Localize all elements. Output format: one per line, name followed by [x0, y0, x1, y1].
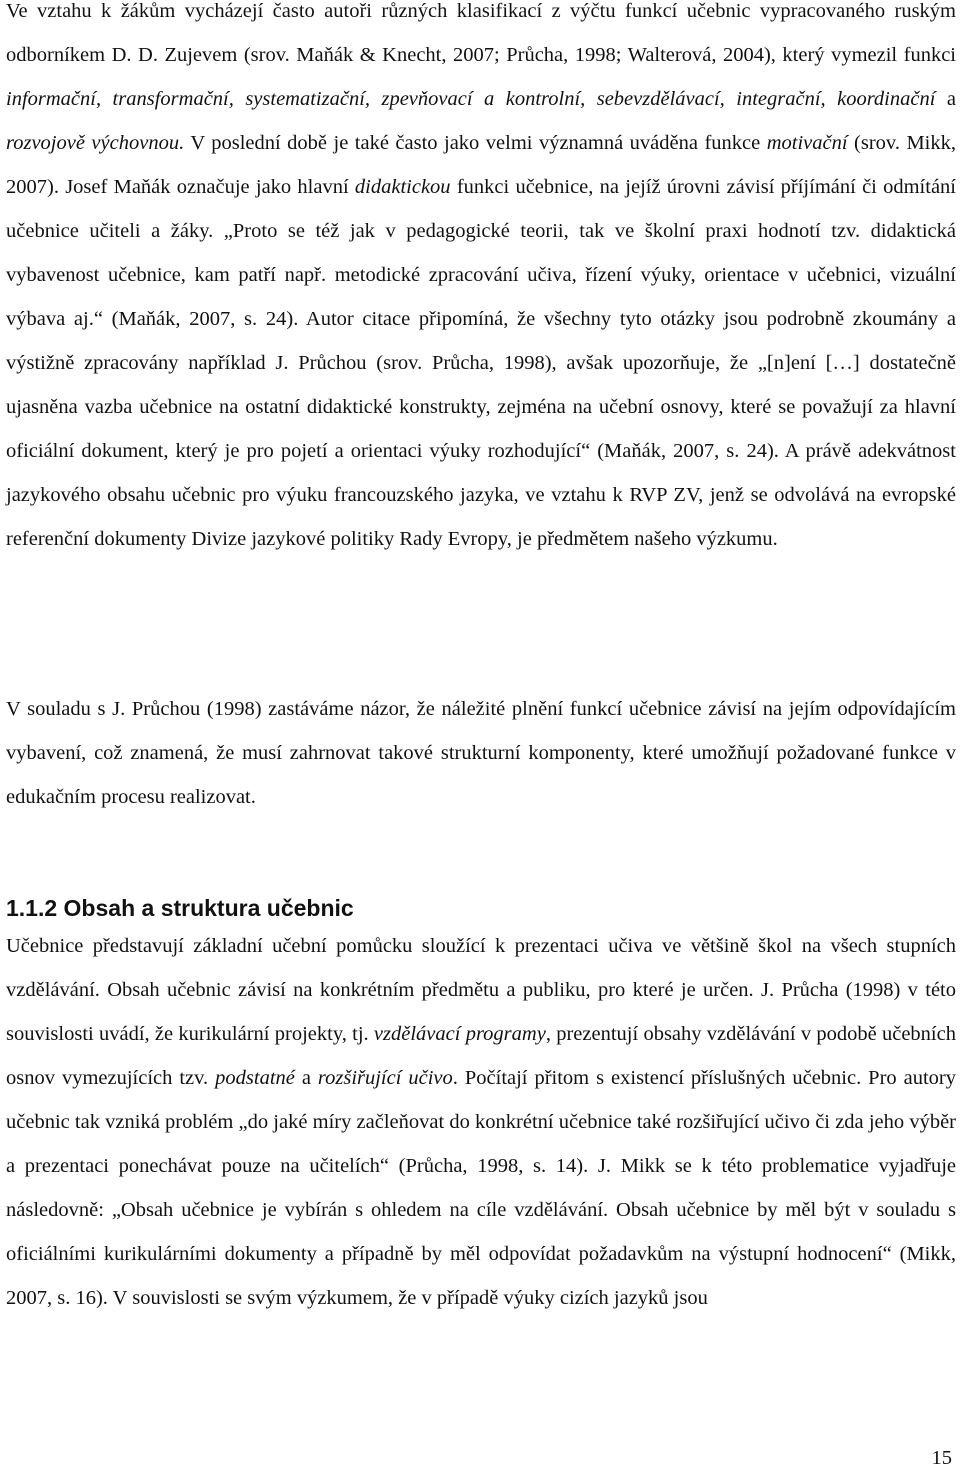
section-heading: 1.1.2 Obsah a struktura učebnic — [6, 895, 354, 921]
paragraph-equipment: V souladu s J. Průchou (1998) zastáváme názor, že náležité plnění funkcí učebnice závisí na jejím odpovídajícím vybavení, což znamená, že musí zahrnovat takové strukturní komponenty, které umožňují požadované funkce v edukačním procesu realizovat. — [6, 698, 956, 808]
text-run: a — [935, 88, 957, 110]
text-run: V poslední době je také často jako velmi významná uváděna funkce — [184, 132, 767, 154]
text-run: funkci učebnice, na jejíž úrovni závisí příjímání či odmítání učebnice učiteli a žáky. „Proto se též jak v pedagogické teorii, tak ve školní praxi hodnotí tzv. didaktická vybavenost učebnice, kam patří např. metodické zpracování učiva, řízení výuky, orientace v učebnici, vizuální výbava aj.“ (Maňák, 2007, s. 24). Autor citace připomíná, že všechny tyto otázky jsou podrobně zkoumány a výstižně zpracovány například J. Průchou (srov. Průcha, 1998), avšak upozorňuje, že „[n]ení […] dostatečně ujasněna vazba učebnice na ostatní didaktické konstrukty, zejména na učební osnovy, které se považují za hlavní oficiální dokument, který je pro pojetí a orientaci výuky rozhodující“ (Maňák, 2007, s. 24). A právě adekvátnost jazykového obsahu učebnic pro výuku francouzského jazyka, ve vztahu k RVP ZV, jenž se odvolává na evropské referenční dokumenty Divize jazykové politiky Rady Evropy, je předmětem našeho výzkumu. — [6, 176, 956, 550]
italic-run: motivační — [766, 132, 848, 154]
text-run: (srov. Mikk, 2007). Josef Maňák označuje jako hlavní — [6, 132, 956, 198]
italic-run: vzdělávací programy — [373, 1023, 546, 1045]
italic-run: podstatné — [215, 1067, 295, 1089]
page-number: 15 — [931, 1447, 952, 1469]
paragraph-content-structure — [6, 924, 956, 1320]
italic-run: didaktickou — [354, 176, 451, 198]
text-run: Ve vztahu k žákům vycházejí často autoři různých klasifikací z výčtu funkcí učebnic vypracovaného ruským odborníkem D. D. Zujevem (srov. Maňák & Knecht, 2007; Průcha, 1998; Walterová, 2004), který vymezil funkci — [6, 0, 956, 66]
italic-run: rozšiřující učivo — [317, 1067, 453, 1089]
text-run: , prezentují obsahy vzdělávání v podobě učebních osnov vymezujících tzv. — [6, 1023, 956, 1089]
italic-run: rozvojově výchovnou. — [6, 132, 185, 154]
paragraph-functions — [6, 0, 956, 561]
text-run: a — [294, 1067, 318, 1089]
text-run: . Počítají přitom s existencí příslušných učebnic. Pro autory učebnic tak vzniká problém „do jaké míry začleňovat do konkrétní učebnice také rozšiřující učivo či zda jeho výběr a prezentaci ponechávat pouze na učitelích“ (Průcha, 1998, s. 14). J. Mikk se k této problematice vyjadřuje následovně: „Obsah učebnice je vybírán s ohledem na cíle vzdělávání. Obsah učebnice by měl být v souladu s oficiálními kurikulárními dokumenty a případně by měl odpovídat požadavkům na výstupní hodnocení“ (Mikk, 2007, s. 16). V souvislosti se svým výzkumem, že v případě výuky cizích jazyků jsou — [6, 1067, 956, 1309]
text-run: Učebnice představují základní učební pomůcku sloužící k prezentaci učiva ve většině škol na všech stupních vzdělávání. Obsah učebnic závisí na konkrétním předmětu a publiku, pro které je určen. J. Průcha (1998) v této souvislosti uvádí, že kurikulární projekty, tj. — [6, 935, 956, 1045]
italic-run: informační, transformační, systematizační, zpevňovací a kontrolní, sebevzdělávací, integrační, koordinační — [6, 88, 936, 110]
